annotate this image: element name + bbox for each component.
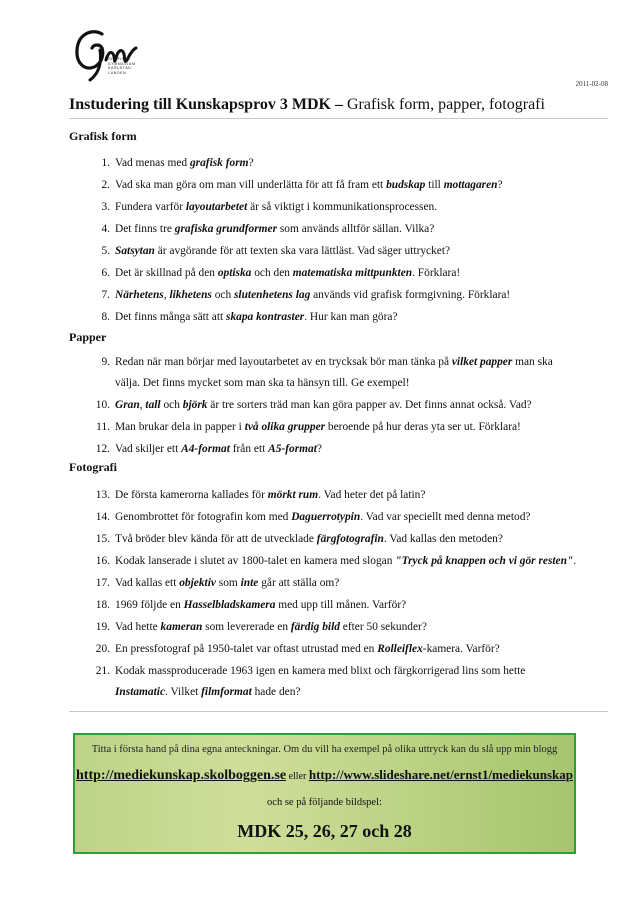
question-text: . Förklara!: [412, 267, 461, 279]
question-term: slutenhetens lag: [234, 289, 311, 301]
logo-text: GRAFISKT GYMNASIUM KARLSTAD LUNDEN: [108, 57, 136, 75]
question-text: En pressfotograf på 1950-talet var oftast utrustad med en: [115, 643, 378, 655]
question-number: 3.: [101, 201, 110, 213]
question-term: Daguerrotypin: [291, 511, 361, 523]
question-text: Vad menas med: [115, 157, 190, 169]
question-text: efter 50 sekunder?: [339, 621, 427, 633]
question-term: matematiska mittpunkten: [292, 267, 413, 279]
question-text: Det är skillnad på den: [115, 267, 218, 279]
question-text: Det finns många sätt att: [115, 311, 227, 323]
question-number: 15.: [95, 533, 110, 545]
question-term: skapa kontraster: [226, 311, 305, 323]
question-term: kameran: [160, 621, 203, 633]
question-item: [88, 241, 450, 262]
question-text: ?: [316, 443, 322, 455]
question-text: och: [160, 399, 183, 411]
section-heading-papper: Papper: [69, 330, 107, 344]
question-item: [88, 197, 437, 218]
info-box: [73, 733, 576, 854]
question-text: ?: [497, 179, 503, 191]
question-text: ?: [248, 157, 254, 169]
question-text: Man brukar dela in papper i: [115, 421, 245, 433]
question-text: -kamera. Varför?: [422, 643, 500, 655]
title-subtitle: Grafisk form, papper, fotografi: [343, 96, 545, 113]
question-text: och den: [251, 267, 293, 279]
question-number: 8.: [101, 311, 110, 323]
question-item: [88, 485, 425, 506]
question-item: [88, 352, 553, 394]
question-term: Rolleiflex: [377, 643, 423, 655]
question-term: Satsytan: [115, 245, 155, 257]
question-text: man ska: [512, 356, 553, 368]
question-term: objektiv: [179, 577, 216, 589]
question-text: Kodak lanserade i slutet av 1800-talet en kamera med slogan: [115, 555, 396, 567]
question-item: [88, 263, 460, 284]
question-term: vilket papper: [451, 356, 513, 368]
question-number: 19.: [95, 621, 110, 633]
info-see: och se på följande bildspel:: [267, 797, 382, 808]
info-intro: Titta i första hand på dina egna anteckningar. Om du vill ha exempel på olika uttryck kan du slå upp min blogg: [91, 744, 558, 755]
question-text: Genombrottet för fotografin kom med: [115, 511, 292, 523]
or-text: eller: [286, 771, 309, 782]
question-text: Det finns tre: [115, 223, 175, 235]
question-text: med upp till månen. Varför?: [275, 599, 407, 611]
question-number: 12.: [95, 443, 110, 455]
question-term: A4-format: [181, 443, 230, 455]
question-text: De första kamerorna kallades för: [115, 489, 268, 501]
question-number: 20.: [95, 643, 110, 655]
question-text: .: [573, 555, 577, 567]
question-text: 1969 följde en: [115, 599, 184, 611]
question-text: som används alltför sällan. Vilka?: [277, 223, 435, 235]
question-term: tall: [145, 399, 161, 411]
question-number: 18.: [95, 599, 110, 611]
question-number: 16.: [95, 555, 110, 567]
question-term: Gran: [115, 399, 140, 411]
question-item: [88, 617, 427, 638]
question-item: [88, 285, 510, 306]
question-item: [88, 153, 254, 174]
question-number: 21.: [95, 665, 110, 677]
info-slides: MDK 25, 26, 27 och 28: [237, 821, 412, 841]
question-item: [88, 551, 576, 572]
question-term: Instamatic: [115, 686, 166, 698]
question-text: Vad skiljer ett: [115, 443, 182, 455]
document-date: 2011-02-08: [575, 80, 608, 88]
question-number: 9.: [101, 356, 110, 368]
question-term: färgfotografin: [316, 533, 384, 545]
question-term: filmformat: [201, 686, 252, 698]
question-term: grafisk form: [189, 157, 249, 169]
question-item: [88, 529, 503, 550]
question-term: "Tryck på knappen och vi gör resten": [395, 555, 574, 567]
question-text: hade den?: [251, 686, 301, 698]
question-text: Vad hette: [115, 621, 161, 633]
question-number: 11.: [96, 421, 110, 433]
question-term: budskap: [386, 179, 426, 191]
question-text: som levererade en: [202, 621, 291, 633]
page-title: [69, 96, 545, 114]
question-number: 10.: [95, 399, 110, 411]
question-term: björk: [182, 399, 208, 411]
question-term: optiska: [217, 267, 252, 279]
title-main: Instudering till Kunskapsprov 3 MDK –: [69, 96, 343, 113]
question-text: och: [211, 289, 234, 301]
question-term: mottagaren: [443, 179, 498, 191]
question-term: likhetens: [169, 289, 212, 301]
question-text: till: [425, 179, 444, 191]
question-continuation: [88, 682, 525, 703]
question-item: [88, 595, 406, 616]
header-divider: [69, 118, 608, 119]
question-text: Vad ska man göra om man vill underlätta för att få fram ett: [115, 179, 387, 191]
question-text: . Vad kallas den metoden?: [383, 533, 503, 545]
question-number: 17.: [95, 577, 110, 589]
question-term: Närhetens: [115, 289, 164, 301]
question-text: Fundera varför: [115, 201, 186, 213]
question-item: [88, 573, 339, 594]
question-item: [88, 395, 532, 416]
question-item: [88, 175, 503, 196]
question-item: [88, 219, 434, 240]
question-text: ,: [163, 289, 170, 301]
question-term: Hasselbladskamera: [183, 599, 276, 611]
question-term: mörkt rum: [267, 489, 319, 501]
question-number: 1.: [101, 157, 110, 169]
question-number: 5.: [101, 245, 110, 257]
question-text: ,: [139, 399, 146, 411]
section-heading-fotografi: Fotografi: [69, 460, 117, 474]
question-text: . Vad heter det på latin?: [318, 489, 426, 501]
question-item: [88, 307, 398, 328]
question-text: . Vad var speciellt med denna metod?: [360, 511, 531, 523]
question-text: . Hur kan man göra?: [304, 311, 398, 323]
question-number: 4.: [101, 223, 110, 235]
question-term: grafiska grundformer: [174, 223, 278, 235]
question-continuation: välja. Det finns mycket som man ska ta hänsyn till. Ge exempel!: [115, 377, 410, 389]
blog-link[interactable]: http://mediekunskap.skolboggen.se: [76, 768, 287, 783]
question-text: är tre sorters träd man kan göra papper av. Det finns annat också. Vad?: [207, 399, 532, 411]
question-number: 14.: [95, 511, 110, 523]
question-item: [88, 439, 322, 460]
question-item: [88, 417, 521, 438]
question-term: A5-format: [268, 443, 317, 455]
question-text: Vad kallas ett: [115, 577, 180, 589]
question-number: 2.: [101, 179, 110, 191]
question-number: 7.: [101, 289, 110, 301]
info-links: [75, 767, 574, 784]
question-text: Redan när man börjar med layoutarbetet av en trycksak bör man tänka på: [115, 356, 452, 368]
question-term: layoutarbetet: [185, 201, 248, 213]
question-text: från ett: [229, 443, 269, 455]
question-item: [88, 639, 500, 660]
section-heading-grafisk-form: Grafisk form: [69, 129, 137, 143]
question-term: inte: [240, 577, 259, 589]
slideshare-link[interactable]: http://www.slideshare.net/ernst1/mediekunskap: [308, 767, 573, 782]
question-text: beroende på hur deras yta ser ut. Förklara!: [325, 421, 521, 433]
question-text: Kodak massproducerade 1963 igen en kamera med blixt och färgkorrigerad lins som hette: [115, 665, 526, 677]
question-text: Två bröder blev kända för att de utvecklade: [115, 533, 317, 545]
question-text: går att ställa om?: [258, 577, 340, 589]
question-text: används vid grafisk formgivning. Förklara!: [310, 289, 511, 301]
question-number: 6.: [101, 267, 110, 279]
question-number: 13.: [95, 489, 110, 501]
question-text: är avgörande för att texten ska vara lättläst. Vad säger uttrycket?: [154, 245, 451, 257]
question-term: två olika grupper: [244, 421, 326, 433]
question-term: färdig bild: [290, 621, 340, 633]
question-item: [88, 507, 530, 528]
question-item: [88, 661, 525, 703]
question-text: som: [215, 577, 241, 589]
question-text: . Vilket: [165, 686, 202, 698]
footer-divider: [69, 711, 608, 712]
question-text: är så viktigt i kommunikationsprocessen.: [247, 201, 438, 213]
